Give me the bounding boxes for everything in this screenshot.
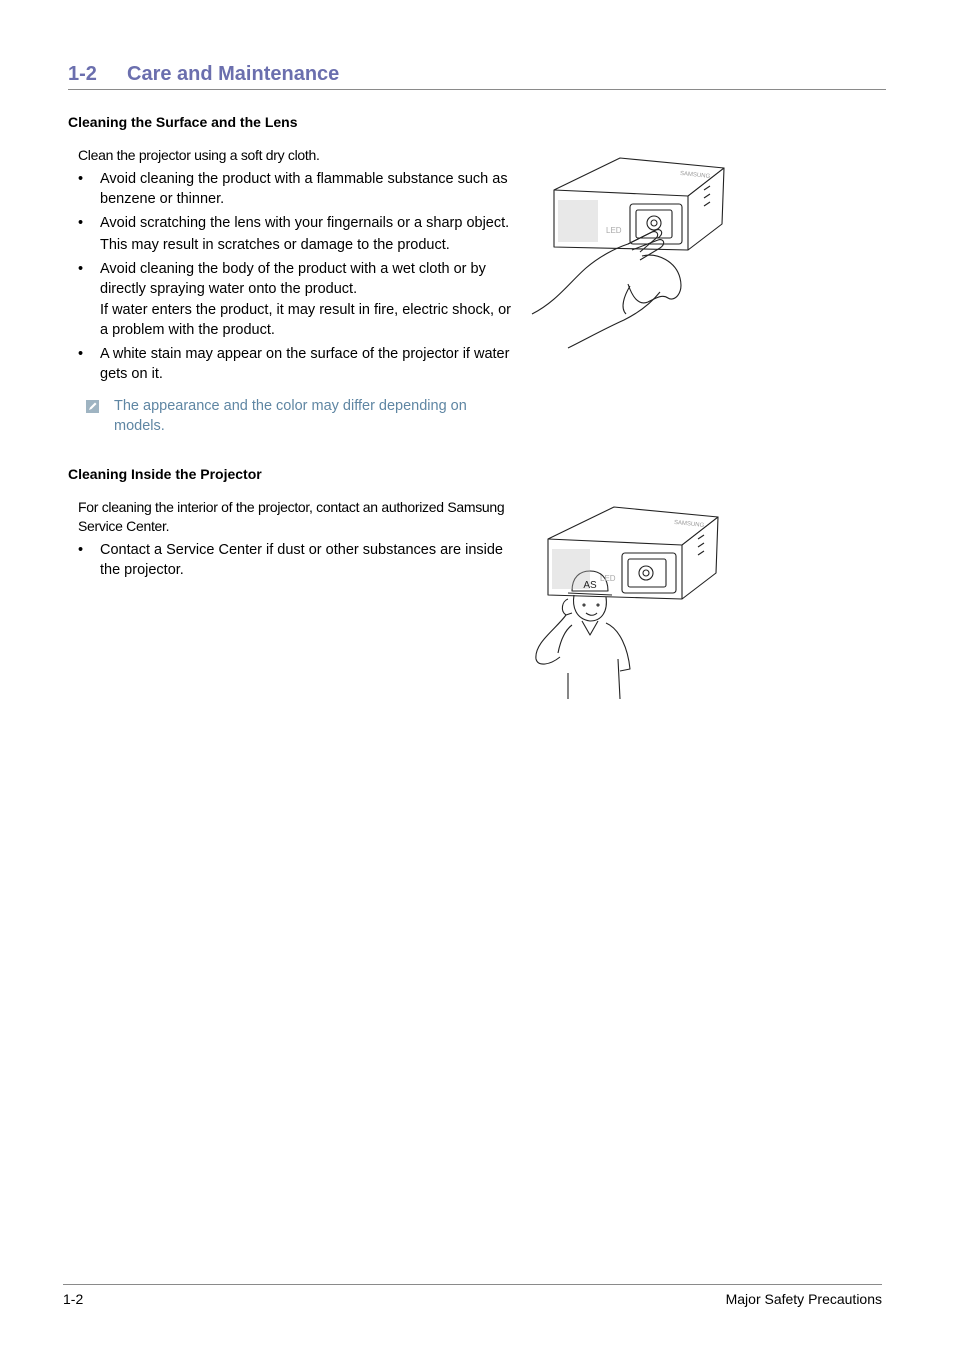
brand-label: SAMSUNG [673,519,705,529]
inside-intro: For cleaning the interior of the projector, contact an authorized Samsung Service Center. [78,499,505,534]
section-title: Care and Maintenance [127,63,340,85]
led-label: LED [600,574,616,583]
note-icon [86,400,99,413]
list-item [78,345,518,384]
inside-bullet-list [78,541,518,585]
chapter-title: Major Safety Precautions [725,1291,882,1307]
inside-heading: Cleaning Inside the Projector [68,466,262,482]
bullet-dot: • [78,346,84,362]
service-center-illustration [528,503,724,703]
note [86,397,506,436]
led-label: LED [606,226,622,235]
bullet-extra-text: This may result in scratches or damage to the product. [100,236,450,253]
bullet-text: Avoid scratching the lens with your fingernails or a sharp object. [100,215,510,231]
bullet-text: Avoid cleaning the product with a flammable substance such as benzene or thinner. [100,171,508,207]
section-heading [68,62,886,90]
brand-label: SAMSUNG [679,170,711,180]
bullet-extra-text: If water enters the product, it may result in fire, electric shock, or a problem with the product. [100,302,511,338]
surface-bullet-list [78,170,518,389]
surface-heading: Cleaning the Surface and the Lens [68,114,298,130]
cap-label: AS [583,580,597,591]
surface-intro: Clean the projector using a soft dry cloth. [78,147,320,163]
cleaning-lens-illustration [528,152,728,357]
bullet-text: Avoid cleaning the body of the product with a wet cloth or by directly spraying water onto the product. [100,261,486,297]
note-text: The appearance and the color may differ depending on models. [114,398,467,434]
list-item [78,214,518,255]
section-number: 1-2 [68,63,97,85]
bullet-text: A white stain may appear on the surface of the projector if water gets on it. [100,346,510,382]
bullet-dot: • [78,261,84,277]
page-number: 1-2 [63,1291,84,1307]
list-item [78,170,518,209]
bullet-dot: • [78,171,84,187]
list-item [78,260,518,340]
bullet-dot: • [78,542,84,558]
list-item [78,541,518,580]
bullet-dot: • [78,215,84,231]
bullet-text: Contact a Service Center if dust or other substances are inside the projector. [100,542,503,578]
page-footer [63,1284,882,1308]
